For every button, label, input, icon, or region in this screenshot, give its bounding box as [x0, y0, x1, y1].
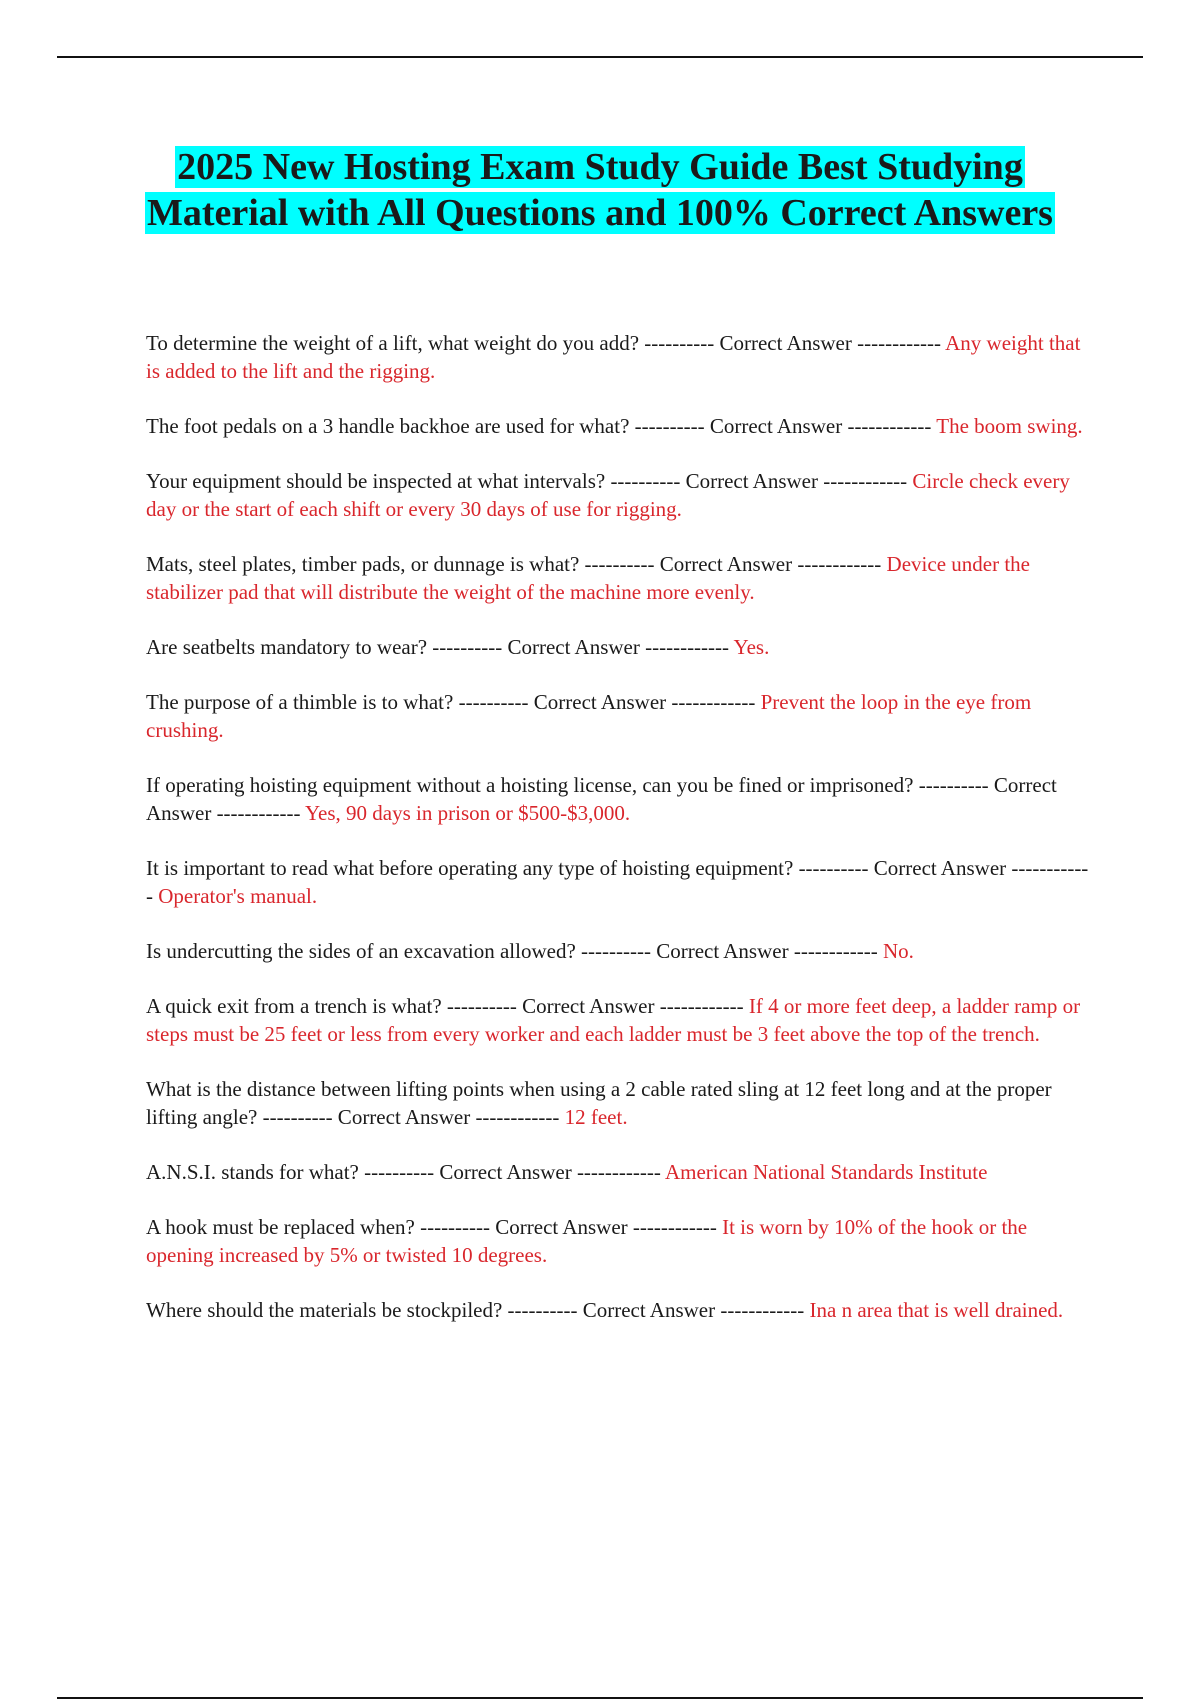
qa-item	[146, 688, 1092, 744]
qa-item	[146, 937, 1092, 965]
page-title	[120, 144, 1080, 236]
qa-list	[146, 329, 1092, 1351]
bottom-rule	[57, 1697, 1143, 1699]
answer-text: Any weight that is added to the lift and the rigging.	[146, 331, 1081, 383]
qa-item	[146, 633, 1092, 661]
answer-text: It is worn by 10% of the hook or the opening increased by 5% or twisted 10 degrees.	[146, 1215, 1028, 1267]
question-text: A.N.S.I. stands for what? ---------- Correct Answer ------------	[146, 1160, 661, 1184]
qa-item	[146, 1296, 1092, 1324]
answer-text: American National Standards Institute	[664, 1160, 988, 1184]
question-text: Mats, steel plates, timber pads, or dunnage is what? ---------- Correct Answer ------------	[146, 552, 882, 576]
qa-item	[146, 412, 1092, 440]
answer-text: Circle check every day or the start of each shift or every 30 days of use for rigging.	[146, 469, 1070, 521]
answer-text: No.	[883, 939, 914, 963]
answer-text: Device under the stabilizer pad that will distribute the weight of the machine more evenly.	[146, 552, 1030, 604]
question-text: Where should the materials be stockpiled? ---------- Correct Answer ------------	[146, 1298, 805, 1322]
answer-text: 12 feet.	[564, 1105, 628, 1129]
qa-item	[146, 550, 1092, 606]
answer-text: Ina n area that is well drained.	[809, 1298, 1064, 1322]
question-text: Is undercutting the sides of an excavation allowed? ---------- Correct Answer ------------	[146, 939, 878, 963]
qa-item	[146, 1158, 1092, 1186]
qa-item	[146, 992, 1092, 1048]
answer-text: Prevent the loop in the eye from crushing.	[146, 690, 1032, 742]
qa-item	[146, 329, 1092, 385]
question-text: A quick exit from a trench is what? ---------- Correct Answer ------------	[146, 994, 744, 1018]
question-text: The foot pedals on a 3 handle backhoe are used for what? ---------- Correct Answer ------------	[146, 414, 932, 438]
qa-item	[146, 1075, 1092, 1131]
answer-text: The boom swing.	[936, 414, 1083, 438]
question-text: If operating hoisting equipment without a hoisting license, can you be fined or imprisoned? ---------- Correct Answer ------------	[146, 773, 1057, 825]
answer-text: Yes.	[733, 635, 770, 659]
page-title-text: 2025 New Hosting Exam Study Guide Best Studying Material with All Questions and 100% Correct Answers	[147, 146, 1053, 234]
qa-item	[146, 1213, 1092, 1269]
top-rule	[57, 56, 1143, 58]
question-text: The purpose of a thimble is to what? ---------- Correct Answer ------------	[146, 690, 756, 714]
question-text: It is important to read what before operating any type of hoisting equipment? ---------- Correct Answer ------------	[146, 856, 1089, 908]
question-text: To determine the weight of a lift, what weight do you add? ---------- Correct Answer ------------	[146, 331, 942, 355]
answer-text: Operator's manual.	[158, 884, 318, 908]
qa-item	[146, 854, 1092, 910]
question-text: A hook must be replaced when? ---------- Correct Answer ------------	[146, 1215, 717, 1239]
question-text: Are seatbelts mandatory to wear? ---------- Correct Answer ------------	[146, 635, 730, 659]
question-text: What is the distance between lifting points when using a 2 cable rated sling at 12 feet long and at the proper lifting angle? ---------- Correct Answer ------------	[146, 1077, 1052, 1129]
qa-item	[146, 467, 1092, 523]
qa-item	[146, 771, 1092, 827]
answer-text: Yes, 90 days in prison or $500-$3,000.	[304, 801, 631, 825]
answer-text: If 4 or more feet deep, a ladder ramp or steps must be 25 feet or less from every worker and each ladder must be 3 feet above the top of the trench.	[146, 994, 1081, 1046]
question-text: Your equipment should be inspected at what intervals? ---------- Correct Answer ------------	[146, 469, 908, 493]
